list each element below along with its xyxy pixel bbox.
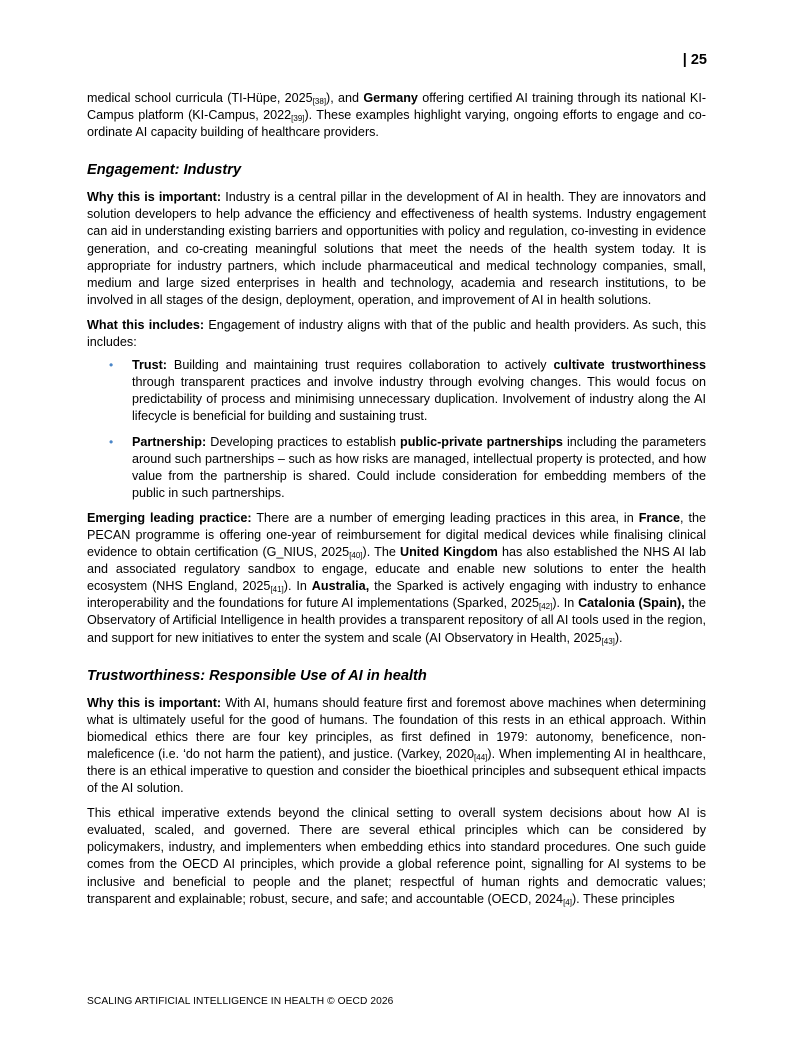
citation-ref: [43] <box>601 636 615 646</box>
text-run: including the parameters around such partnerships – such as how risks are managed, intellectual property is protected, and how value from the partnership is shared. Could include consideration for embedding members of the public in such partnerships. <box>132 434 706 500</box>
bullet-dot-icon: • <box>109 358 114 373</box>
text-run: the Observatory of Artificial Intelligence in health provides a transparent repository of all AI tools used in the region, and support for new initiatives to enter the system and scale (AI Observatory in Health, 2025 <box>87 596 707 645</box>
citation-ref: [44] <box>474 752 488 762</box>
intro-paragraph <box>87 90 706 141</box>
citation-ref: [42] <box>538 602 553 612</box>
why-text: Industry is a central pillar in the development of AI in health. They are innovators and solution developers to help advance the efficiency and effectiveness of health systems. Industry engagement can aid in understanding existing barriers and opportunities with policy and regulation, co-investing in evidence generation, and co-creating meaningful solutions that meet the needs of the health system today. It is appropriate for industry partners, which include pharmaceutical and medical technology companies, small, medium and large sized enterprises in health and technology, academia and research institutions, to be involved in all stages of the design, deployment, operation, and improvement of AI in health solutions. <box>87 190 707 307</box>
text-run: This ethical imperative extends beyond the clinical setting to overall system decisions about how AI is evaluated, scaled, and governed. There are several ethical principles which can be considered by policymakers, industry, and implementers when embedding ethics into standard procedures. One such guide comes from the OECD AI principles, which provide a global reference point, signalling for AI systems to be inclusive and beneficial to people and the planet; respectful of human rights and democratic values; transparent and explainable; robust, secure, and safe; and accountable (OECD, 2024 <box>87 806 706 906</box>
bullet-text <box>132 435 706 500</box>
bold-text: France <box>638 510 681 525</box>
bold-text: Catalonia (Spain), <box>578 596 685 611</box>
industry-bullet-list <box>87 357 706 502</box>
text-run: ). In <box>552 596 579 611</box>
citation-ref: [40] <box>349 551 363 561</box>
text-run: through transparent practices and involve industry through evolving changes. This would focus on predictability of process and minimising unnecessary duplication. Involvement of industry along the AI lifecycle is beneficial for building and sustaining trust. <box>132 375 706 424</box>
text-run: Developing practices to establish <box>206 434 401 449</box>
section-heading-trustworthiness: Trustworthiness: Responsible Use of AI in health <box>87 667 427 684</box>
text-run: ). The <box>362 545 400 560</box>
text-run: , the PECAN programme is offering one-year of reimbursement for digital medical devices while finalising clinical evidence to obtain certification (G_NIUS, 2025 <box>87 510 706 560</box>
text-run: has also established the NHS AI lab and associated regulatory sandbox to engage, educate and enable new solutions to enter the health ecosystem (NHS England, 2025 <box>87 545 706 594</box>
text-run: the Sparked is actively engaging with industry to enhance interoperability and the foundations for future AI implementations (Sparked, 2025 <box>87 579 707 611</box>
text-run: Building and maintaining trust requires collaboration to actively <box>166 358 554 373</box>
citation-ref: [41] <box>270 585 284 595</box>
page-number: | 25 <box>682 52 707 68</box>
text-run: ), and <box>326 91 364 105</box>
bold-text: Australia, <box>311 579 370 594</box>
text-run: ). When implementing AI in healthcare, there is an ethical imperative to question and consider the bioethical principles and subsequent ethical impacts of the AI solution. <box>87 746 706 796</box>
bullet-partnership <box>87 434 706 502</box>
text-run: medical school curricula (TI-Hüpe, 2025 <box>87 91 313 105</box>
why-label: Why this is important: <box>87 190 222 205</box>
text-run: ). These principles <box>571 891 675 906</box>
text-run: There are a number of emerging leading practices in this area, in <box>251 510 639 525</box>
bold-text: Germany <box>363 91 418 105</box>
text-run: With AI, humans should feature first and foremost above machines when determining what is ultimately useful for the good of humans. The foundation of this rests in an ethical approach. Within biomedical ethics there are four key principles, as first defined in 1979: autonomy, beneficence, non-maleficence (i.e. ‘do not harm the patient), and justice. (Varkey, 2020 <box>87 695 706 761</box>
bold-text: public-private partnerships <box>400 434 563 449</box>
section-heading-industry: Engagement: Industry <box>87 162 242 179</box>
bullet-trust <box>87 357 706 425</box>
bold-text: Trust: <box>132 358 167 373</box>
what-text: Engagement of industry aligns with that of the public and health providers. As such, this includes: <box>87 317 707 350</box>
bullet-text <box>132 358 706 423</box>
emerging-practice-paragraph <box>87 510 706 647</box>
trust-why-paragraph <box>87 695 706 798</box>
text-run: ). In <box>283 579 312 594</box>
bold-text: Emerging leading practice: <box>87 510 252 525</box>
text-run: ). <box>614 630 623 645</box>
bold-text: Partnership: <box>132 434 207 449</box>
text-run: offering certified AI training through its national KI-Campus platform (KI-Campus, 2022 <box>87 91 707 123</box>
citation-ref: [39] <box>291 114 305 124</box>
citation-ref: [38] <box>312 97 327 106</box>
bold-text: Why this is important: <box>87 695 222 710</box>
ethics-paragraph <box>87 805 706 908</box>
industry-why-paragraph <box>87 189 706 309</box>
citation-ref: [4] <box>563 897 572 907</box>
what-label: What this includes: <box>87 317 205 332</box>
page-footer: SCALING ARTIFICIAL INTELLIGENCE IN HEALTH © OECD 2026 <box>87 996 394 1007</box>
bullet-dot-icon: • <box>109 434 114 449</box>
industry-what-paragraph <box>87 317 706 351</box>
bold-text: cultivate trustworthiness <box>553 358 706 373</box>
bold-text: United Kingdom <box>399 545 498 560</box>
text-run: ). These examples highlight varying, ongoing efforts to engage and co-ordinate AI capacity building of healthcare providers. <box>87 108 706 140</box>
page-content <box>87 90 706 908</box>
